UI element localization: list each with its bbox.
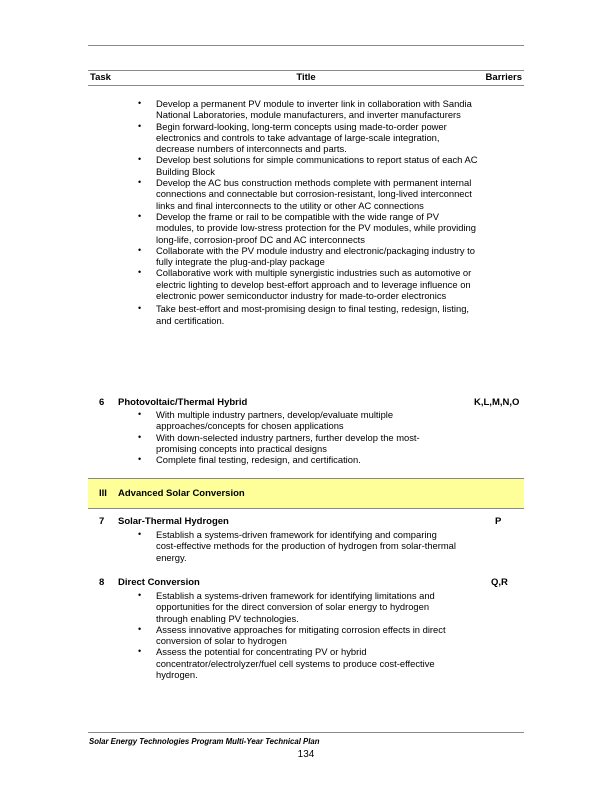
table-header <box>88 71 524 85</box>
list-item: • Develop the frame or rail to be compatible with the wide range of PV modules, to provide low-stress protection for the PV modules, while providing long-life, corrosion-proof DC and AC interconnects <box>138 211 478 245</box>
page-number: 134 <box>297 749 315 760</box>
task-8-bullets <box>138 590 463 680</box>
task-row-7 <box>88 516 524 528</box>
table-header-bottom-rule <box>88 85 524 86</box>
column-header-task: Task <box>90 72 111 83</box>
task-7-bullets <box>138 529 458 563</box>
task-title: Solar-Thermal Hydrogen <box>118 516 229 527</box>
list-item: • Establish a systems-driven framework for identifying and comparing cost-effective methods for the production of hydrogen from solar-thermal energy. <box>138 529 458 563</box>
list-item: • With down-selected industry partners, further develop the most-promising concepts into practical designs <box>138 432 458 455</box>
task-title: Photovoltaic/Thermal Hybrid <box>118 397 248 408</box>
list-item: • Develop the AC bus construction methods complete with permanent internal connections and connectable but corrosion-resistant, long-lived interconnect links and final interconnects to the utility or other AC connections <box>138 177 478 211</box>
header-rule <box>88 45 524 46</box>
section-title: Advanced Solar Conversion <box>118 488 245 499</box>
list-item: • Establish a systems-driven framework for identifying limitations and opportunities for the direct conversion of solar energy to hydrogen through enabling PV technologies. <box>138 590 463 624</box>
task-row-6 <box>88 397 524 409</box>
footer-document-title: Solar Energy Technologies Program Multi-Year Technical Plan <box>89 737 320 746</box>
task-barriers: K,L,M,N,O <box>474 397 520 408</box>
list-item: • Assess the potential for concentrating PV or hybrid concentrator/electrolyzer/fuel cell systems to produce cost-effective hydrogen. <box>138 646 463 680</box>
list-item: • Collaborate with the PV module industry and electronic/packaging industry to fully integrate the plug-and-play package <box>138 245 478 268</box>
column-header-barriers: Barriers <box>485 72 522 83</box>
section-header <box>88 478 524 509</box>
task-6-bullets <box>138 409 458 465</box>
task-title: Direct Conversion <box>118 577 200 588</box>
footer-rule <box>88 732 524 733</box>
task-number: 7 <box>99 516 105 527</box>
list-item: • Develop best solutions for simple communications to report status of each AC Building Block <box>138 154 478 177</box>
list-item: • Assess innovative approaches for mitigating corrosion effects in direct conversion of solar to hydrogen <box>138 624 463 647</box>
task-row-8 <box>88 577 524 589</box>
task-barriers: P <box>495 516 502 527</box>
list-item: • Take best-effort and most-promising design to final testing, redesign, listing, and certification. <box>138 303 478 326</box>
list-item: • With multiple industry partners, develop/evaluate multiple approaches/concepts for chosen applications <box>138 409 458 432</box>
column-header-title: Title <box>296 72 316 83</box>
task-number: 8 <box>99 577 105 588</box>
list-item: • Collaborative work with multiple synergistic industries such as automotive or electric lighting to develop best-effort approach and to leverage influence on electronic power semiconductor industry for made-to-order electronics <box>138 267 478 301</box>
list-item: • Develop a permanent PV module to inverter link in collaboration with Sandia National Laboratories, module manufacturers, and inverter manufacturers <box>138 98 478 121</box>
section-number: III <box>99 488 107 499</box>
task-barriers: Q,R <box>491 577 508 588</box>
task-number: 6 <box>99 397 105 408</box>
list-item: • Complete final testing, redesign, and certification. <box>138 454 458 465</box>
list-item: • Begin forward-looking, long-term concepts using made-to-order power electronics and controls to take advantage of large-scale integration, decrease numbers of interconnects and parts. <box>138 121 478 155</box>
continued-task-bullets <box>138 98 478 326</box>
